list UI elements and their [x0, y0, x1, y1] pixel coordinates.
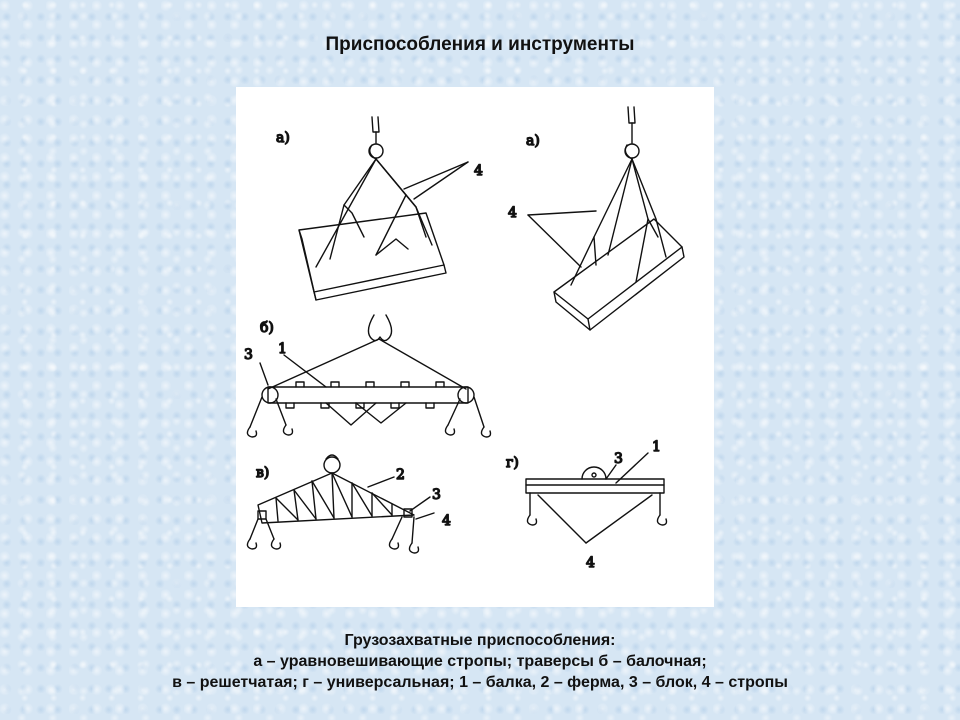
- label-4-g: 4: [586, 555, 595, 571]
- label-g: г): [506, 455, 519, 471]
- label-a-right: а): [526, 133, 540, 149]
- universal-beam: [526, 479, 664, 493]
- panel-a-right: [528, 107, 684, 330]
- beam: [268, 387, 468, 403]
- label-1-b: 1: [278, 341, 287, 357]
- label-1-g: 1: [652, 439, 661, 455]
- label-4-v: 4: [442, 513, 451, 529]
- label-2-v: 2: [396, 467, 405, 483]
- label-3-g: 3: [614, 451, 623, 467]
- label-4-a-left: 4: [474, 163, 483, 179]
- panel-b-beam-traverse: [247, 315, 490, 437]
- lifting-devices-figure: [236, 87, 714, 607]
- label-4-a-right: 4: [508, 205, 517, 221]
- label-b: б): [260, 320, 274, 336]
- label-v: в): [256, 465, 270, 481]
- figure-caption: [0, 630, 960, 693]
- panel-v-truss-traverse: [247, 455, 434, 553]
- caption-line-3: в – решетчатая; г – универсальная; 1 – балка, 2 – ферма, 3 – блок, 4 – стропы: [172, 674, 788, 691]
- label-3-v: 3: [432, 487, 441, 503]
- caption-line-2: а – уравновешивающие стропы; траверсы б – балочная;: [253, 653, 707, 670]
- label-a-left: а): [276, 130, 290, 146]
- panel-g-universal-traverse: [526, 453, 667, 543]
- caption-line-1: Грузозахватные приспособления:: [344, 632, 616, 649]
- page-title: Приспособления и инструменты: [325, 34, 635, 55]
- slab-right: [554, 219, 682, 319]
- panel-a-left: [299, 117, 468, 300]
- label-3-b: 3: [244, 347, 253, 363]
